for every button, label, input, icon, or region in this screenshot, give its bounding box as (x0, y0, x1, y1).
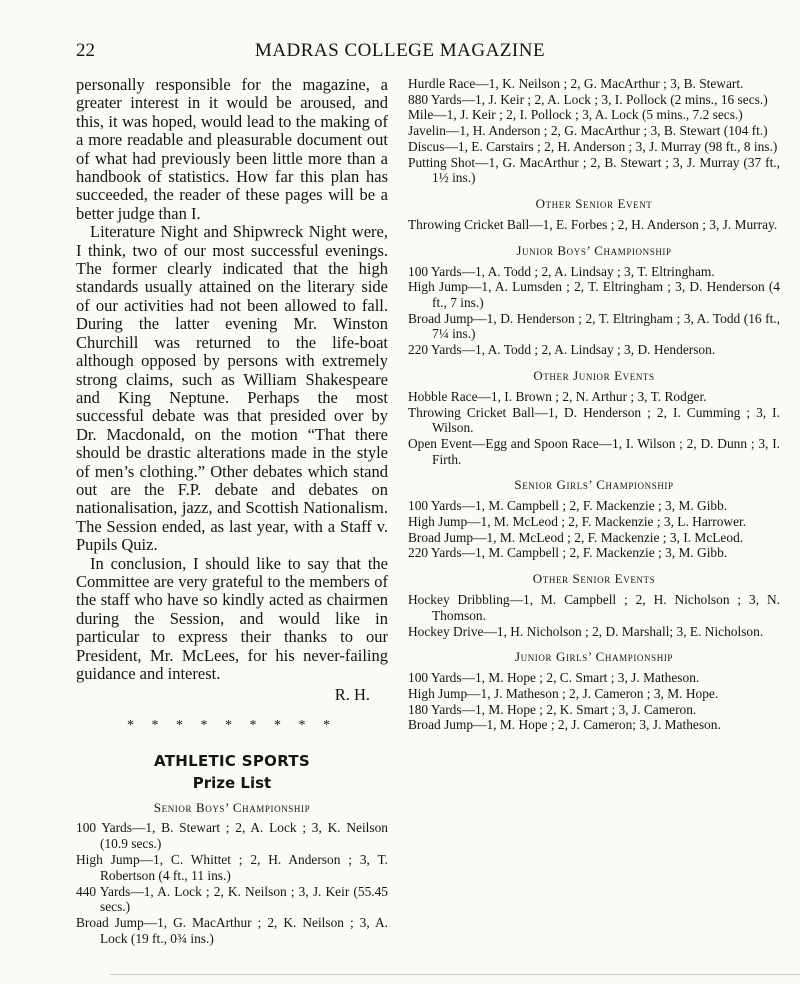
result-entry: High Jump—1, A. Lumsden ; 2, T. Eltringham ; 3, D. Henderson (4 ft., 7 ins.) (408, 279, 780, 311)
result-entry: 880 Yards—1, J. Keir ; 2, A. Lock ; 3, I. Pollock (2 mins., 16 secs.) (408, 91, 768, 107)
result-entry: Hurdle Race—1, K. Neilson ; 2, G. MacArthur ; 3, B. Stewart. (408, 76, 744, 91)
running-title: MADRAS COLLEGE MAGAZINE (254, 40, 546, 61)
result-entry: Hockey Dribbling—1, M. Campbell ; 2, H. Nicholson ; 3, N. Thomson. (408, 592, 780, 623)
author-signature: R. H. (334, 685, 370, 705)
result-entry: Broad Jump—1, G. MacArthur ; 2, K. Neilson ; 3, A. Lock (19 ft., 0¾ ins.) (76, 915, 388, 946)
body-paragraph: Literature Night and Shipwreck Night were, I think, two of our most successful evenings. The former clearly indicated that the high standards usually attained on the literary side of our activities had not been allowed to fall. During the latter evening Mr. Winston Churchill was returned to the life-boat although opposed by persons with extremely strong claims, such as William Shakespeare and King Neptune. Perhaps the most successful debate was that presided over by Dr. Macdonald, on the motion “That there should be drastic alterations made in the style of men’s clothing.” Other debates which stand out are the F.P. debate and debates on nationalisation, jazz, and Scottish Nationalism. The Session ended, as last year, with a Staff v. Pupils Quiz. (76, 222, 388, 555)
page-edge-line (110, 974, 800, 975)
section-heading: Other Senior Event (535, 195, 653, 211)
result-entry: Broad Jump—1, M. Hope ; 2, J. Cameron; 3, J. Matheson. (408, 717, 721, 733)
result-entry: Broad Jump—1, M. McLeod ; 2, F. Mackenzie ; 3, I. McLeod. (408, 529, 744, 545)
section-separator: * * * * * * * * * (127, 718, 337, 734)
result-entry: Hockey Drive—1, H. Nicholson ; 2, D. Marshall; 3, E. Nicholson. (408, 623, 764, 639)
sports-subtitle: Prize List (192, 774, 272, 793)
result-entry: 100 Yards—1, A. Todd ; 2, A. Lindsay ; 3, T. Eltringham. (408, 263, 715, 279)
result-entry: Hobble Race—1, I. Brown ; 2, N. Arthur ; 3, T. Rodger. (408, 388, 707, 404)
left-column (76, 76, 388, 947)
right-column (408, 76, 780, 733)
result-entry: 100 Yards—1, M. Campbell ; 2, F. Mackenzie ; 3, M. Gibb. (408, 498, 728, 514)
body-paragraph: In conclusion, I should like to say that the Committee are very grateful to the members of the staff who have so kindly acted as chairmen during the Session, and would like in particular to express their thanks to our President, Mr. McLees, for his never-failing guidance and interest. (76, 553, 388, 683)
result-entry: 100 Yards—1, B. Stewart ; 2, A. Lock ; 3, K. Neilson (10.9 secs.) (76, 820, 388, 852)
result-entry: 440 Yards—1, A. Lock ; 2, K. Neilson ; 3, J. Keir (55.45 secs.) (76, 883, 388, 915)
result-entry: Broad Jump—1, D. Henderson ; 2, T. Eltringham ; 3, A. Todd (16 ft., 7¼ ins.) (408, 310, 780, 342)
section-heading: Other Senior Events (532, 571, 656, 587)
page-number: 22 (76, 40, 95, 61)
body-paragraph: personally responsible for the magazine, a greater interest in it would be aroused, and this, it was hoped, would lead to the making of a more readable and pleasurable document out of what had previously been little more than a handbook of statistics. How far this plan has succeeded, the reader of these pages will be a better judge than I. (76, 75, 388, 223)
result-entry: Discus—1, E. Carstairs ; 2, H. Anderson ; 3, J. Murray (98 ft., 8 ins.) (408, 138, 778, 154)
sports-title: ATHLETIC SPORTS (153, 752, 311, 771)
section-heading: Junior Girls’ Championship (514, 649, 674, 665)
result-entry: High Jump—1, M. McLeod ; 2, F. Mackenzie ; 3, L. Harrower. (408, 514, 747, 530)
result-entry: 220 Yards—1, M. Campbell ; 2, F. Mackenzie ; 3, M. Gibb. (408, 545, 728, 561)
section-heading: Senior Girls’ Championship (514, 477, 674, 493)
result-entry: Mile—1, J. Keir ; 2, I. Pollock ; 3, A. Lock (5 mins., 7.2 secs.) (408, 107, 743, 123)
result-entry: Putting Shot—1, G. MacArthur ; 2, B. Stewart ; 3, J. Murray (37 ft., 1½ ins.) (408, 154, 780, 186)
result-entry: High Jump—1, J. Matheson ; 2, J. Cameron ; 3, M. Hope. (408, 685, 719, 701)
result-entry: Open Event—Egg and Spoon Race—1, I. Wilson ; 2, D. Dunn ; 3, I. Firth. (408, 435, 780, 467)
result-entry: 220 Yards—1, A. Todd ; 2, A. Lindsay ; 3, D. Henderson. (408, 342, 716, 358)
section-heading: Other Junior Events (533, 367, 655, 383)
result-entry: Javelin—1, H. Anderson ; 2, G. MacArthur ; 3, B. Stewart (104 ft.) (408, 123, 768, 139)
section-heading: Senior Boys’ Championship (153, 800, 311, 816)
result-entry: Throwing Cricket Ball—1, E. Forbes ; 2, H. Anderson ; 3, J. Murray. (408, 216, 778, 232)
result-entry: Throwing Cricket Ball—1, D. Henderson ; 2, I. Cumming ; 3, I. Wilson. (408, 404, 780, 436)
result-entry: High Jump—1, C. Whittet ; 2, H. Anderson ; 3, T. Robertson (4 ft., 11 ins.) (76, 852, 388, 883)
result-entry: 100 Yards—1, M. Hope ; 2, C. Smart ; 3, J. Matheson. (408, 670, 700, 686)
result-entry: 180 Yards—1, M. Hope ; 2, K. Smart ; 3, J. Cameron. (408, 701, 697, 717)
section-heading: Junior Boys’ Championship (516, 242, 672, 258)
